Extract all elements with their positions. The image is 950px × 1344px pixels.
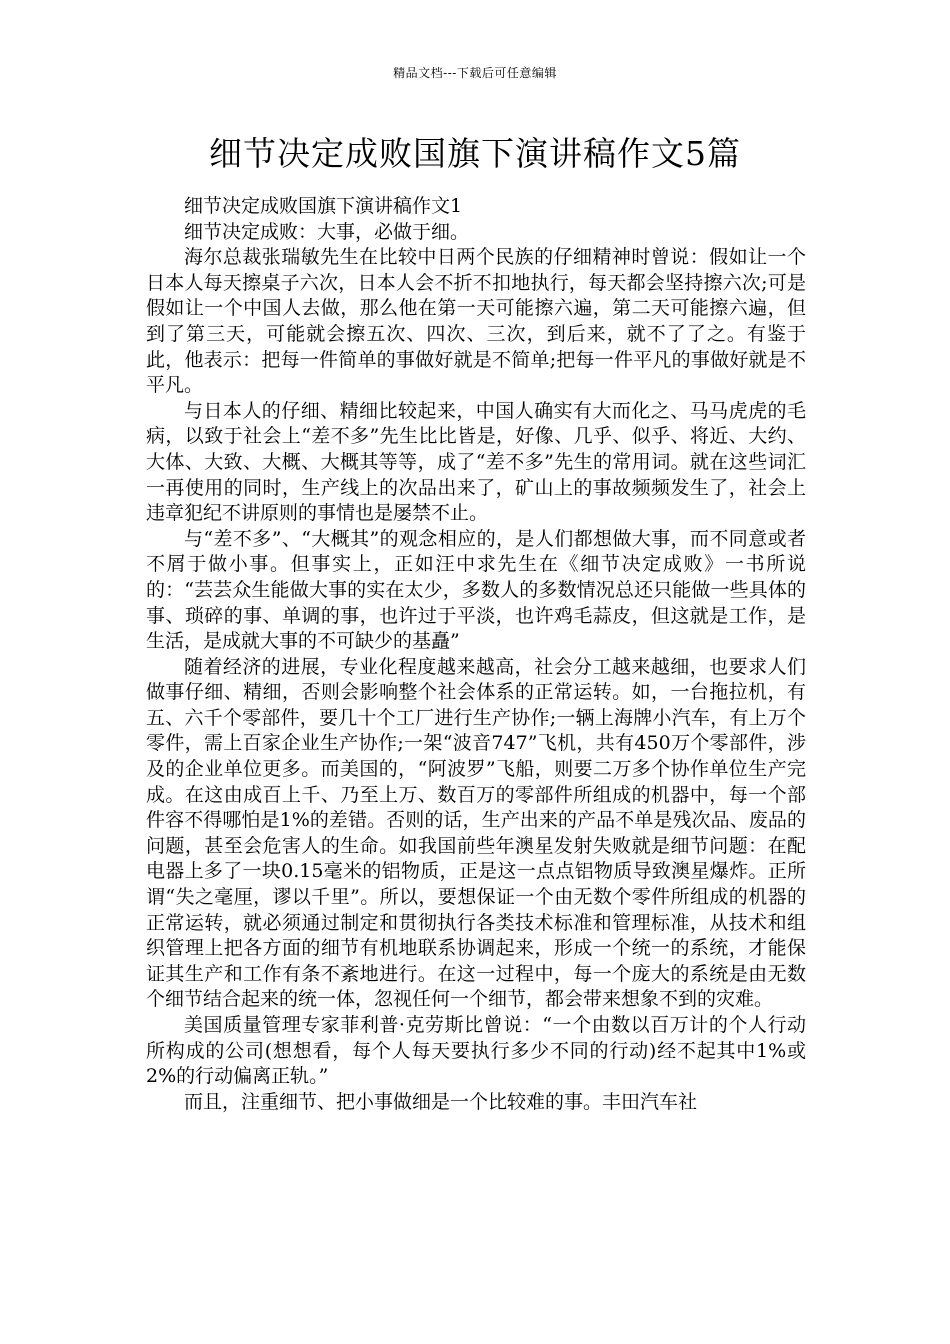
paragraph: 美国质量管理专家菲利普·克劳斯比曾说：“一个由数以百万计的个人行动所构成的公司(想想看，每个人每天要执行多少不同的行动)经不起其中1%或2%的行动偏离正轨。”	[146, 1014, 806, 1088]
document-body	[146, 194, 806, 1115]
paragraph: 随着经济的进展，专业化程度越来越高，社会分工越来越细，也要求人们做事仔细、精细，否则会影响整个社会体系的正常运转。如，一台拖拉机，有五、六千个零部件，要几十个工厂进行生产协作;一辆上海牌小汽车，有上万个零件，需上百家企业生产协作;一架“波音747”飞机，共有450万个零部件，涉及的企业单位更多。而美国的，“阿波罗”飞船，则要二万多个协作单位生产完成。在这由成百上千、乃至上万、数百万的零部件所组成的机器中，每一个部件容不得哪怕是1%的差错。否则的话，生产出来的产品不单是残次品、废品的问题，甚至会危害人的生命。如我国前些年澳星发射失败就是细节问题：在配电器上多了一块0.15毫米的铝物质，正是这一点点铝物质导致澳星爆炸。正所谓“失之毫厘，谬以千里”。所以，要想保证一个由无数个零件所组成的机器的正常运转，就必须通过制定和贯彻执行各类技术标准和管理标准，从技术和组织管理上把各方面的细节有机地联系协调起来，形成一个统一的系统，才能保证其生产和工作有条不紊地进行。在这一过程中，每一个庞大的系统是由无数个细节结合起来的统一体，忽视任何一个细节，都会带来想象不到的灾难。	[146, 655, 806, 1011]
paragraph: 海尔总裁张瑞敏先生在比较中日两个民族的仔细精神时曾说：假如让一个日本人每天擦桌子六次，日本人会不折不扣地执行，每天都会坚持擦六次;可是假如让一个中国人去做，那么他在第一天可能擦六遍，第二天可能擦六遍，但到了第三天，可能就会擦五次、四次、三次，到后来，就不了了之。有鉴于此，他表示：把每一件简单的事做好就是不简单;把每一件平凡的事做好就是不平凡。	[146, 246, 806, 397]
header-note: 精品文档---下载后可任意编辑	[393, 66, 557, 80]
paragraph-theme: 细节决定成败：大事，必做于细。	[184, 220, 470, 243]
paragraph: 而且，注重细节、把小事做细是一个比较难的事。丰田汽车社	[184, 1090, 698, 1113]
document-title: 细节决定成败国旗下演讲稿作文5篇	[209, 134, 741, 173]
paragraph: 与日本人的仔细、精细比较起来，中国人确实有大而化之、马马虎虎的毛病，以致于社会上“差不多”先生比比皆是，好像、几乎、似乎、将近、大约、大体、大致、大概、大概其等等，成了“差不多”先生的常用词。就在这些词汇一再使用的同时，生产线上的次品出来了，矿山上的事故频频发生了，社会上违章犯纪不讲原则的事情也是屡禁不止。	[146, 399, 806, 525]
paragraph-subtitle: 细节决定成败国旗下演讲稿作文1	[184, 195, 463, 217]
paragraph: 与“差不多”、“大概其”的观念相应的，是人们都想做大事，而不同意或者不屑于做小事。但事实上，正如汪中求先生在《细节决定成败》一书所说的：“芸芸众生能做大事的实在太少，多数人的多数情况总还只能做一些具体的事、琐碎的事、单调的事，也许过于平淡，也许鸡毛蒜皮，但这就是工作，是生活，是成就大事的不可缺少的基矗”	[146, 527, 806, 653]
